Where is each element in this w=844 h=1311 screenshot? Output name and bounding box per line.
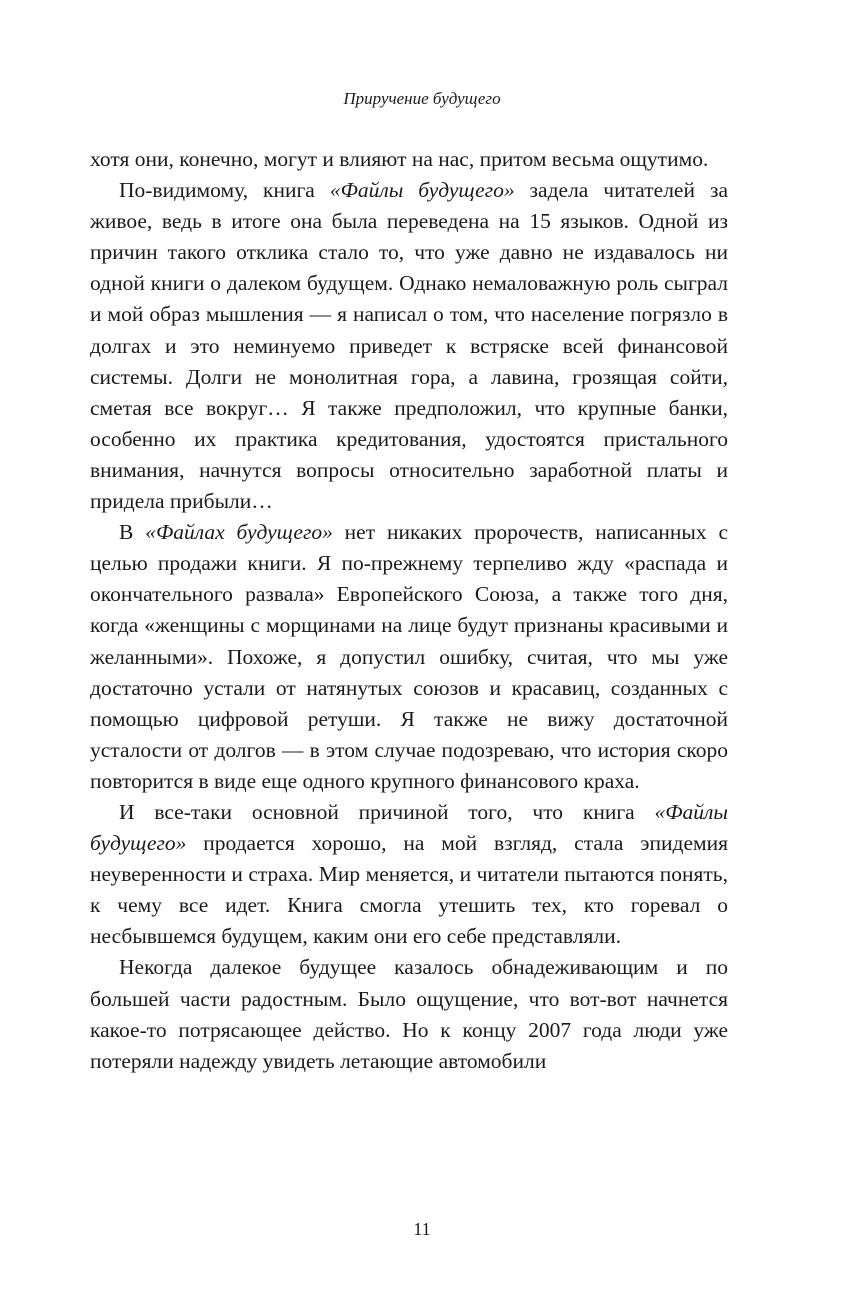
running-head: Приручение будущего xyxy=(343,89,501,108)
paragraph-text: По-видимому, книга xyxy=(119,178,330,203)
paragraph-text: продается хорошо, на мой взгляд, стала эпидемия неуверенности и страха. Мир меняется, и читатели пытаются понять, к чему все идет. Книга смогла утешить тех, кто горевал о несбывшемся будущем, каким они его себе представляли. xyxy=(90,831,728,949)
paragraph-text: хотя они, конечно, могут и влияют на нас, притом весьма ощутимо. xyxy=(90,147,709,171)
paragraph xyxy=(90,952,728,1076)
paragraph xyxy=(90,797,728,952)
book-title-italic: «Файлах будущего» xyxy=(145,520,333,545)
page-number: 11 xyxy=(413,1219,431,1239)
paragraph xyxy=(90,175,728,517)
paragraph-text: Некогда далекое будущее казалось обнадеживающим и по большей части радостным. Было ощущение, что вот-вот начнется какое-то потрясающее действо. Но к концу 2007 года люди уже потеряли надежду увидеть летающие автомобили xyxy=(90,955,728,1073)
book-title-italic: «Файлы будущего» xyxy=(90,799,728,856)
book-title-italic: «Файлы будущего» xyxy=(329,178,515,203)
paragraph-text: нет никаких пророчеств, написанных с целью продажи книги. Я по-прежнему терпеливо жду «распада и окончательного развала» Европейского Союза, а также того дня, когда «женщины с морщинами на лице будут признаны красивыми и желанными». Похоже, я допустил ошибку, считая, что мы уже достаточно устали от натянутых союзов и красавиц, созданных с помощью цифровой ретуши. Я также не вижу достаточной усталости от долгов — в этом случае подозреваю, что история скоро повторится в виде еще одного крупного финансового краха. xyxy=(90,520,729,793)
paragraph-text: В xyxy=(119,520,146,545)
paragraph xyxy=(90,144,728,175)
paragraph-text: задела читателей за живое, ведь в итоге она была переведена на 15 языков. Одной из причин такого отклика стало то, что уже давно не издавалось ни одной книги о далеком будущем. Однако немаловажную роль сыграл и мой образ мышления — я написал о том, что население погрязло в долгах и это неминуемо приведет к встряске всей финансовой системы. Долги не монолитная гора, а лавина, грозящая сойти, сметая все вокруг… Я также предположил, что крупные банки, особенно их практика кредитования, удостоятся пристального внимания, начнутся вопросы относительно заработной платы и придела прибыли… xyxy=(90,178,728,514)
body-text xyxy=(90,144,728,1077)
paragraph xyxy=(90,517,728,797)
paragraph-text: И все-таки основной причиной того, что книга xyxy=(119,799,655,824)
